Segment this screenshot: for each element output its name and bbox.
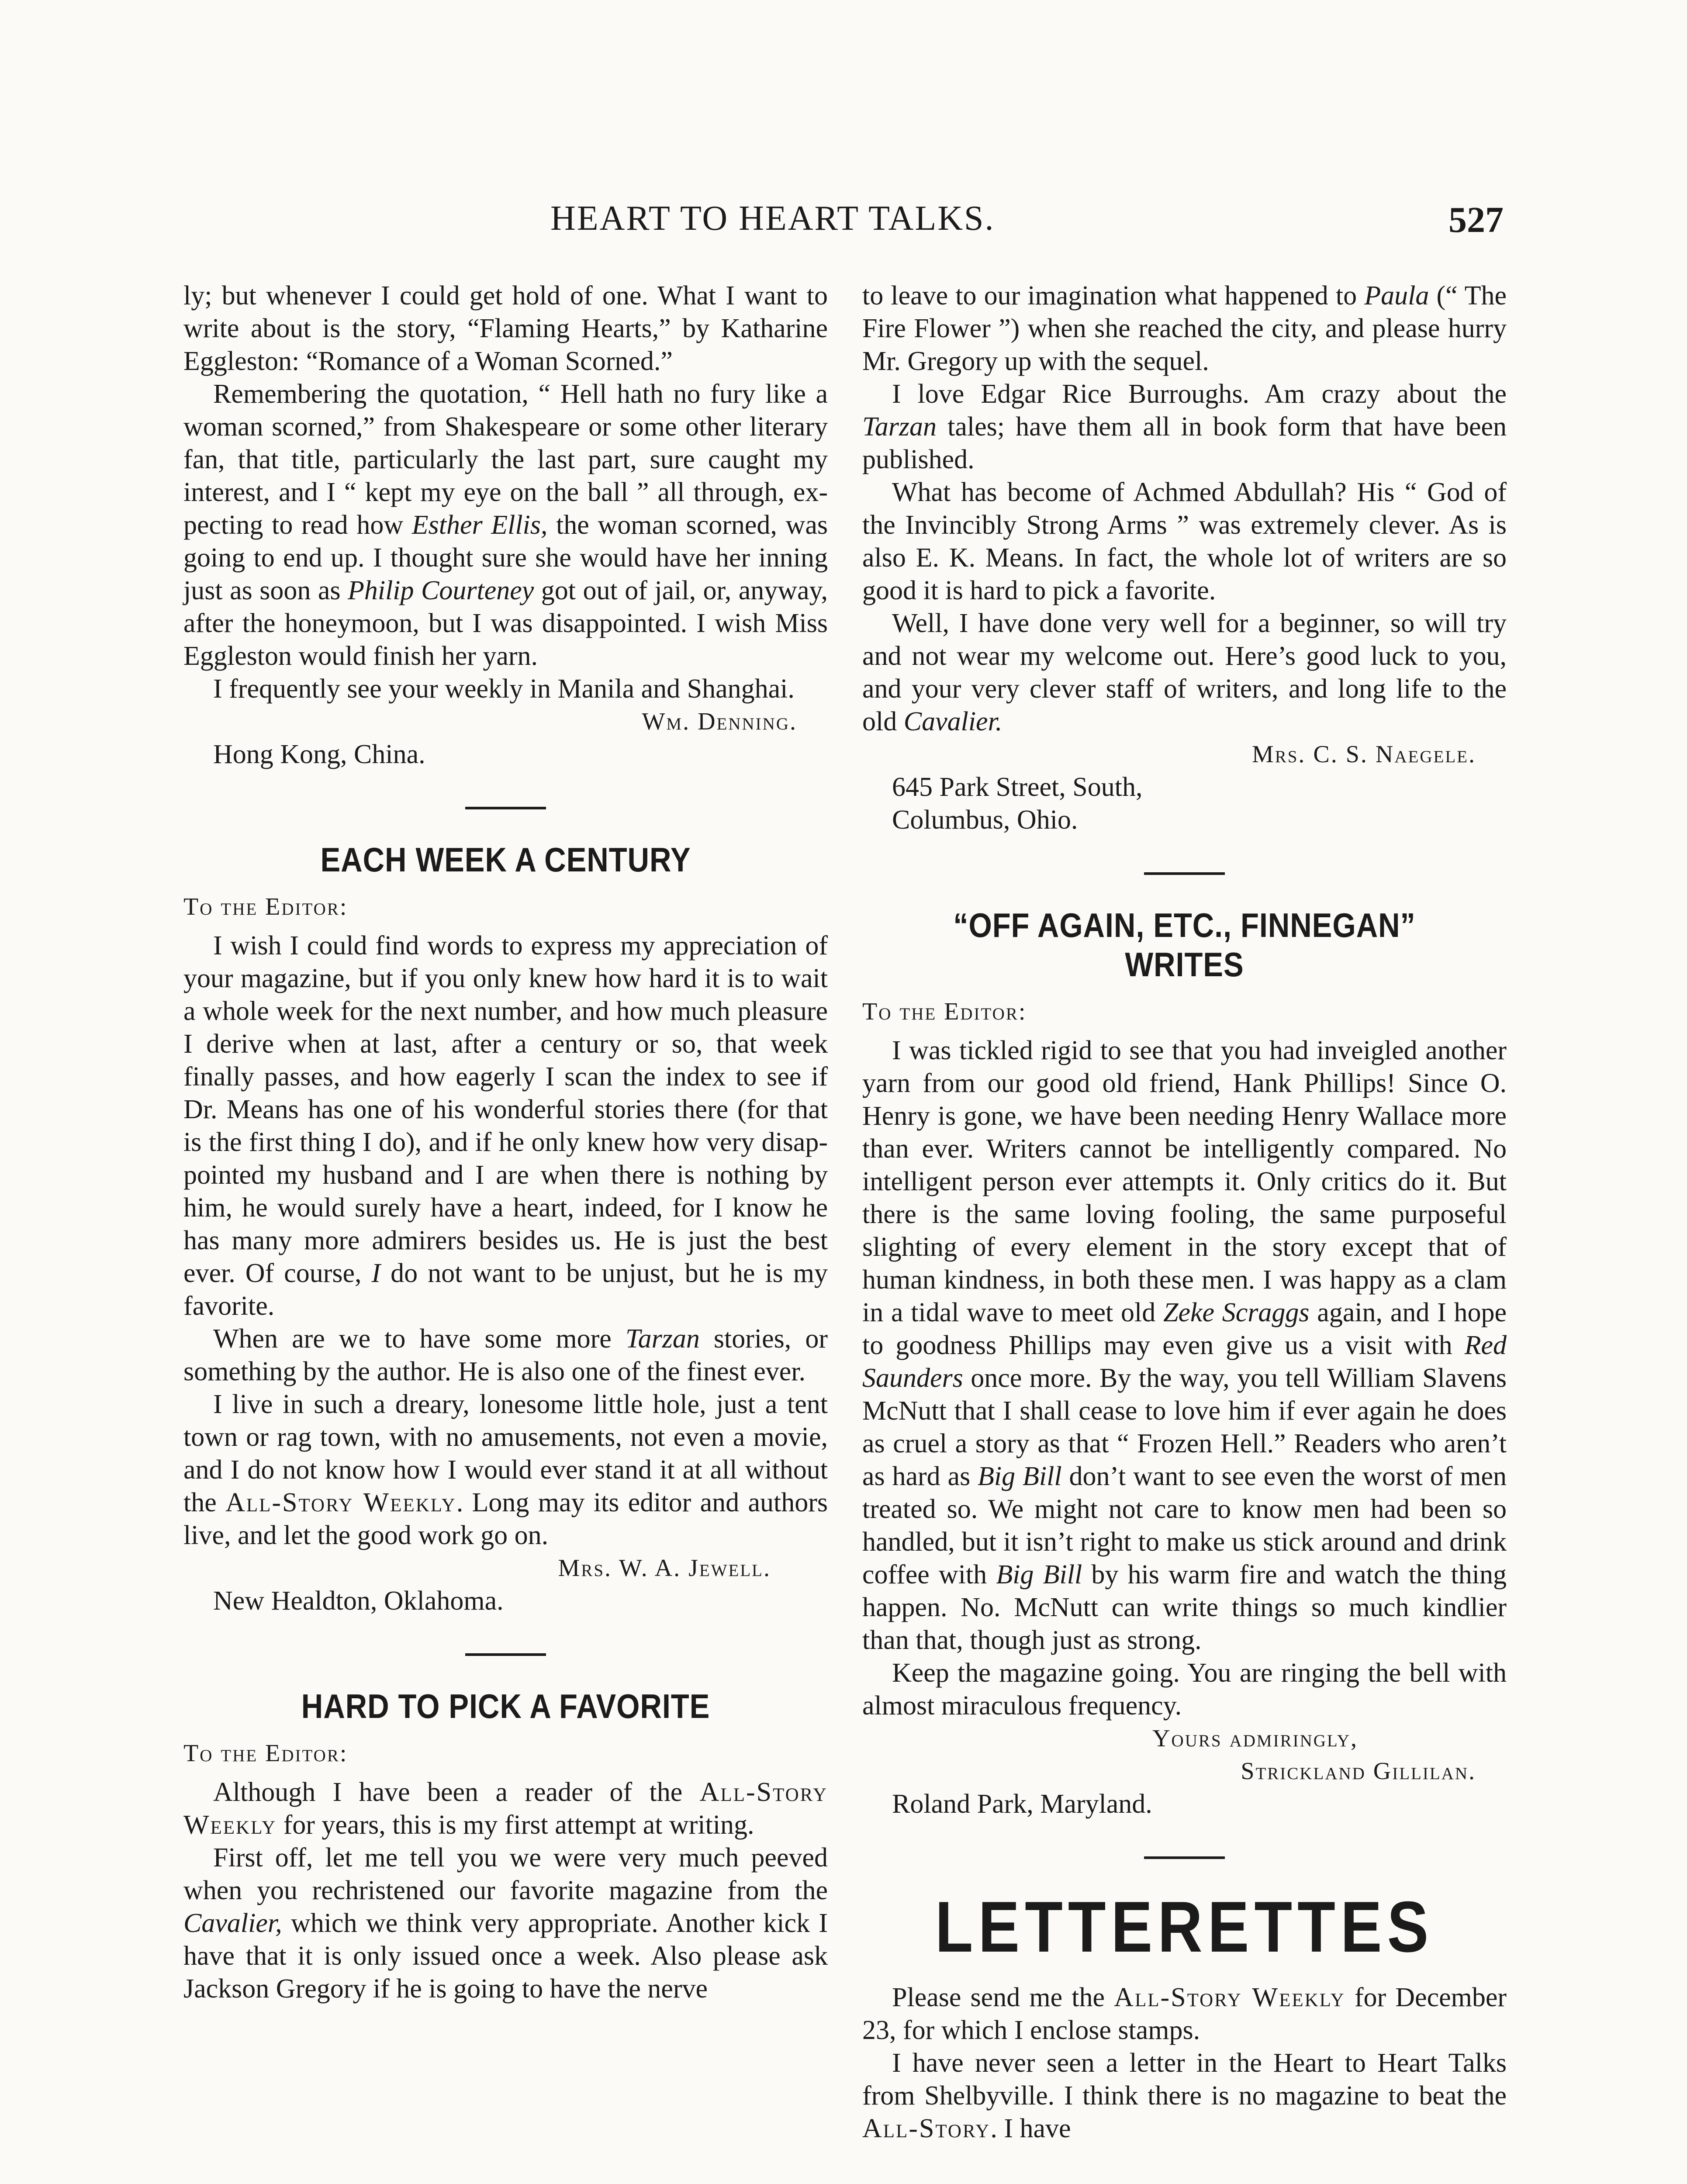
magazine-name: All-Story (862, 2114, 991, 2143)
paragraph (862, 2047, 1507, 2145)
signature: Wm. Denning. (642, 708, 797, 735)
text-run: . Long may its editor and authors live, and let the good work go on. (183, 1488, 828, 1550)
paragraph (183, 1842, 828, 2005)
running-head (0, 199, 1687, 251)
section-divider (1144, 1856, 1225, 1859)
paragraph (862, 378, 1507, 476)
paragraph (183, 1388, 828, 1552)
right-column (862, 280, 1507, 2145)
text-run: (“ The Fire Flower ”) when she reached the city, and please hurry Mr. Gregory up with the sequel. (862, 281, 1507, 376)
text-run: When are we to have some more (213, 1324, 626, 1354)
signature: Strickland Gillilan. (1241, 1758, 1476, 1785)
place-line: Hong Kong, China. (213, 740, 425, 769)
text-run: once more. By the way, you tell William Slavens McNutt that I shall cease to love him if ever again he does as cruel a story as that “ Frozen Hell.” Readers who aren’t as hard as (862, 1363, 1507, 1491)
text-run: I have never seen a letter in the Heart to Heart Talks from Shelbyville. I think there is no magazine to beat the (862, 2048, 1507, 2111)
letter-heading: HARD TO PICK A FAVORITE (301, 1687, 710, 1725)
running-title: HEART TO HEART TALKS. (550, 199, 995, 238)
text-run: Remembering the quotation, “ Hell hath no fury like a woman scorned,” from Shakespeare or some other literary fan, that title, particularly the last part, sure caught my interest, and I “ kept my eye on the ball ” all through, expecting to read how (183, 379, 828, 540)
text-run: Although I have been a reader of the (213, 1777, 700, 1807)
paragraph (862, 280, 1507, 378)
paragraph (183, 378, 828, 673)
address-line: Columbus, Ohio. (892, 805, 1078, 835)
salutation: To the Editor: (862, 998, 1027, 1025)
salutation: To the Editor: (183, 1740, 348, 1767)
salutation: To the Editor: (183, 893, 348, 920)
text-run: I wish I could find words to express my appreciation of your magazine, but if you only knew how hard it is to wait a whole week for the next number, and how much pleasure I derive when at last, after a century or so, that week finally passes, and how eagerly I scan the index to see if Dr. Means has one of his wonderful stories there (for that is the first thing I do), and if he only knew how very disappointed my husband and I are when there is nothing by him, he would surely have a heart, indeed, for I know he has many more admirers besides us. He is just the best ever. Of course, (183, 931, 828, 1288)
section-divider (1144, 872, 1225, 875)
paragraph: ly; but whenever I could get hold of one. What I want to write about is the story, “Flaming Hearts,” by Katharine Eggleston: “Romance of a Woman Scorned.” (183, 281, 828, 376)
closing: Yours admiringly, (1152, 1725, 1358, 1752)
page-number: 527 (1448, 200, 1504, 240)
text-run: again, and I hope to goodness Phillips may even give us a visit with (862, 1298, 1507, 1360)
paragraph: I frequently see your weekly in Manila and Shanghai. (213, 674, 795, 704)
text-run: got out of jail, or, anyway, after the honeymoon, but I was disappointed. I wish Miss Eggleston would finish her yarn. (183, 576, 828, 671)
text-run: the woman scorned, was going to end up. I thought sure she would have her inning just as soon as (183, 510, 828, 605)
magazine-name: All-Story Weekly (183, 1777, 828, 1840)
text-run: tales; have them all in book form that have been published. (862, 412, 1507, 474)
paragraph (183, 1776, 828, 1842)
text-run: to leave to our imagination what happened to (862, 281, 1365, 311)
signature: Mrs. W. A. Jewell. (558, 1555, 771, 1582)
place-line: Roland Park, Maryland. (892, 1789, 1152, 1819)
text-run: I love Edgar Rice Burroughs. Am crazy about the (892, 379, 1507, 409)
section-divider (465, 807, 546, 809)
paragraph (862, 607, 1507, 738)
italic-title: Tarzan (862, 412, 937, 442)
letter-heading: “OFF AGAIN, ETC., FINNEGAN” WRITES (953, 906, 1416, 984)
signature: Mrs. C. S. Naegele. (1251, 741, 1476, 768)
italic-name: Big Bill (978, 1462, 1062, 1491)
italic-title: Cavalier, (183, 1908, 282, 1938)
letter-heading: EACH WEEK A CENTURY (320, 840, 691, 879)
italic-title: Cavalier. (903, 707, 1003, 736)
paragraph (862, 1981, 1507, 2047)
text-run: stories, or something by the author. He is also one of the finest ever. (183, 1324, 828, 1386)
place-line: New Healdton, Oklahoma. (213, 1586, 504, 1616)
address-line: 645 Park Street, South, (892, 772, 1143, 802)
magazine-name: All-Story Weekly (1114, 1983, 1345, 2012)
left-column (183, 280, 828, 2005)
text-run: for December 23, for which I enclose stamps. (862, 1983, 1507, 2045)
text-run: for years, this is my first attempt at writing. (277, 1810, 754, 1840)
paragraph: Keep the magazine going. You are ringing the bell with almost miraculous frequency. (862, 1658, 1507, 1721)
text-run: by his warm fire and watch the thing happen. No. McNutt can write things so much kindlier than that, though just as strong. (862, 1560, 1507, 1655)
text-run: which we think very appropriate. Another kick I have that it is only issued once a week. Also please ask Jackson Gregory if he is going to have the nerve (183, 1908, 828, 2004)
text-run: . I have (990, 2114, 1071, 2143)
paragraph: What has become of Achmed Abdullah? His “ God of the Invincibly Strong Arms ” was extremely clever. As is also E. K. Means. In fact, the whole lot of writers are so good it is hard to pick a favorite. (862, 477, 1507, 605)
italic-name: Paula (1364, 281, 1429, 311)
italic-name: Zeke Scraggs (1163, 1298, 1310, 1327)
text-run: Please send me the (892, 1983, 1114, 2012)
italic-title: Tarzan (625, 1324, 700, 1354)
paragraph (862, 1034, 1507, 1657)
text-run: I live in such a dreary, lonesome little hole, just a tent town or rag town, with no amusements, not even a movie, and I do not know how I would ever stand it at all without the (183, 1389, 828, 1517)
italic-name: Esther Ellis, (411, 510, 548, 540)
italic-name: Philip Courteney (347, 576, 534, 605)
italic-name: Big Bill (996, 1560, 1082, 1590)
magazine-name: All-Story Weekly (225, 1488, 456, 1517)
section-divider (465, 1653, 546, 1656)
italic-word: I (371, 1258, 381, 1288)
text-run: Well, I have done very well for a beginner, so will try and not wear my welcome out. Here’s good luck to you, and your very clever staff of writers, and long life to the old (862, 608, 1507, 736)
italic-name: Red Saunders (862, 1330, 1507, 1393)
text-run: I was tickled rigid to see that you had inveigled another yarn from our good old friend, Hank Phillips! Since O. Henry is gone, we have been needing Henry Wallace more than ever. Writers cannot be intelligently compared. No intelligent person ever attempts it. Only critics do it. But there is the same loving fooling, the same purposeful slighting of every element in the story except that of human kindness, in both these men. I was happy as a clam in a tidal wave to meet old (862, 1036, 1507, 1327)
text-run: don’t want to see even the worst of men treated so. We might not care to know men had been so handled, but it isn’t right to make us stick around and drink coffee with (862, 1462, 1507, 1590)
text-run: First off, let me tell you we were very much peeved when you rechristened our favorite magazine from the (183, 1843, 828, 1905)
paragraph (183, 930, 828, 1323)
section-heading: LETTERETTES (935, 1887, 1434, 1967)
text-run: do not want to be unjust, but he is my favorite. (183, 1258, 828, 1321)
paragraph (183, 1323, 828, 1388)
